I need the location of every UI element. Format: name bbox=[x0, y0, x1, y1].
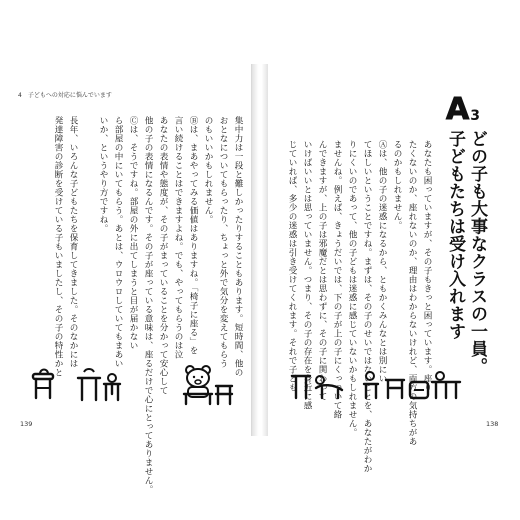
running-head: 4 子どもへの対応に悩んでいます bbox=[18, 92, 112, 99]
body-line: ら部屋の中にいてもらう。あとは、ウロウロしていてもまあい bbox=[113, 116, 123, 368]
body-line: るのかもしれません。 bbox=[392, 140, 402, 230]
page-number-left: 139 bbox=[20, 420, 33, 428]
page-number-right: 138 bbox=[486, 420, 499, 428]
body-line: んできますが、上の子は邪魔だとは思わずに、その子に関わって bbox=[317, 140, 327, 401]
bear-on-chair-icon bbox=[178, 364, 234, 406]
body-line: Ⓐは、他の子の迷惑になるから、ともかくみんなとは別にい bbox=[377, 140, 387, 383]
body-line: Ⓑは、まあやってみる価値はありますね。「椅子に座る」を bbox=[188, 116, 198, 355]
body-line: 長年、いろんな子どもたちを保育してきました。そのなかには bbox=[68, 116, 78, 368]
body-line: てほしいということですね。まずは、その子のせいではないことを、あなたがわか bbox=[362, 140, 372, 473]
child-at-chair-icon bbox=[74, 368, 124, 404]
body-line: あなたの表情や態度が、その子がまっていることを分かって安心して bbox=[158, 116, 168, 395]
body-line: たくないのか、座れないのか、理由はわからないけれど、両方の気持ちがあ bbox=[407, 140, 417, 446]
body-line: りにくいのであって、他の子どもは迷惑に感じていないかもしれません。 bbox=[347, 140, 357, 437]
body-line: 発達障害の診断を受けている子もいましたし、その子の特性かと bbox=[53, 116, 63, 377]
heading-line-2: 子どもたちは受け入れます bbox=[445, 130, 465, 340]
body-line: じていれば、多少の迷惑は引き受けてくれます。それで子ども bbox=[287, 140, 297, 392]
body-line: いか、というやり方ですね。 bbox=[98, 116, 108, 233]
children-sitting-icon bbox=[360, 368, 464, 402]
body-line: あなたも困っていますが、その子もきっと困っています。座り bbox=[422, 140, 432, 392]
answer-number: 3 bbox=[470, 108, 480, 124]
body-line: Ⓒは、そうですね。部屋の外に出てしまうと目が届かない bbox=[128, 116, 138, 350]
answer-letter: A bbox=[446, 92, 470, 127]
answer-badge bbox=[446, 92, 492, 127]
body-line: いけばいいとは思っていません。つまり、その子の存在を身近に感 bbox=[302, 140, 312, 410]
dog-on-chair-icon bbox=[30, 368, 58, 402]
heading-line-1: どの子も大事なクラスの一員。 bbox=[467, 130, 487, 375]
child-crawling-icon bbox=[288, 368, 348, 402]
book-gutter bbox=[252, 64, 268, 436]
body-line: おとなについてもらったり、ちょっと外で気分を変えてもらう bbox=[218, 116, 228, 368]
body-line: ませんね。例えば、きょうだいでは、下の子が上の子にくっついて絡 bbox=[332, 140, 342, 419]
body-line: のもいいかもしれません。 bbox=[203, 116, 213, 224]
body-line: 言い続けることはできますよね。でも、やってもらうのは泣 bbox=[173, 116, 183, 359]
body-line: 他の子の表情になるんです。その子が座っている意味は、座るだけで心にとってありません。 bbox=[143, 116, 153, 494]
body-line: 集中力は一段と難しかったりすることもあります。短時間、他の bbox=[233, 116, 243, 377]
